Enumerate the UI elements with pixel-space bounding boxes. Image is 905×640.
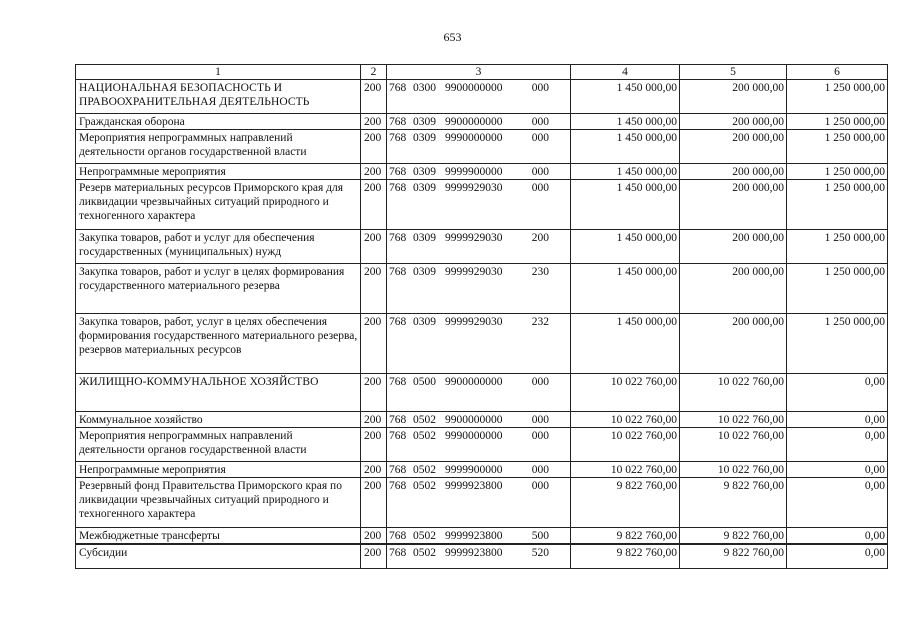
table-row [76, 528, 888, 545]
row-name: Закупка товаров, работ и услуг в целях формирования государственного материального резерва [76, 264, 361, 314]
row-value-5: 200 000,00 [680, 264, 787, 314]
code-section: 0502 [413, 430, 436, 442]
code-type: 000 [531, 376, 549, 388]
code-type: 000 [531, 116, 549, 128]
row-chapter: 200 [361, 428, 387, 462]
header-col-1: 1 [76, 65, 361, 80]
code-dept: 768 [389, 132, 407, 144]
code-section: 0309 [413, 132, 436, 144]
row-value-4: 10 022 760,00 [571, 374, 680, 412]
row-value-5: 9 822 760,00 [680, 544, 787, 568]
code-type: 000 [531, 480, 549, 492]
row-name: Мероприятия непрограммных направлений деятельности органов государственной власти [76, 428, 361, 462]
table-row [76, 314, 888, 374]
table-row [76, 80, 888, 114]
table-row [76, 412, 888, 428]
table-row [76, 478, 888, 528]
row-name: Закупка товаров, работ и услуг для обеспечения государственных (муниципальных) нужд [76, 230, 361, 264]
code-type: 232 [531, 316, 549, 328]
code-section: 0300 [413, 82, 436, 94]
header-col-6: 6 [787, 65, 888, 80]
row-chapter: 200 [361, 114, 387, 130]
code-article: 9900000000 [445, 414, 503, 426]
code-dept: 768 [389, 414, 407, 426]
code-section: 0309 [413, 166, 436, 178]
row-code [387, 544, 571, 568]
row-code [387, 528, 571, 545]
code-article: 9999929030 [445, 232, 503, 244]
code-type: 520 [531, 547, 549, 559]
row-code [387, 314, 571, 374]
row-code [387, 130, 571, 164]
code-dept: 768 [389, 116, 407, 128]
code-dept: 768 [389, 82, 407, 94]
code-dept: 768 [389, 266, 407, 278]
row-value-6: 1 250 000,00 [787, 114, 888, 130]
row-chapter: 200 [361, 130, 387, 164]
code-dept: 768 [389, 530, 407, 542]
row-code [387, 80, 571, 114]
row-value-4: 1 450 000,00 [571, 230, 680, 264]
code-dept: 768 [389, 480, 407, 492]
code-type: 200 [531, 232, 549, 244]
code-article: 9999923800 [445, 547, 503, 559]
row-name: Межбюджетные трансферты [76, 528, 361, 545]
code-article: 9999900000 [445, 166, 503, 178]
table-row [76, 428, 888, 462]
row-name: Субсидии [76, 544, 361, 568]
row-name: НАЦИОНАЛЬНАЯ БЕЗОПАСНОСТЬ И ПРАВООХРАНИТЕЛЬНАЯ ДЕЯТЕЛЬНОСТЬ [76, 80, 361, 114]
row-value-6: 0,00 [787, 544, 888, 568]
row-value-5: 200 000,00 [680, 230, 787, 264]
code-section: 0502 [413, 464, 436, 476]
row-code [387, 374, 571, 412]
row-value-4: 1 450 000,00 [571, 264, 680, 314]
row-value-4: 1 450 000,00 [571, 164, 680, 180]
row-value-4: 9 822 760,00 [571, 544, 680, 568]
code-article: 9900000000 [445, 116, 503, 128]
row-chapter: 200 [361, 528, 387, 545]
row-value-5: 200 000,00 [680, 114, 787, 130]
row-chapter: 200 [361, 314, 387, 374]
row-value-5: 10 022 760,00 [680, 412, 787, 428]
row-value-6: 0,00 [787, 374, 888, 412]
code-article: 9999923800 [445, 530, 503, 542]
row-value-6: 1 250 000,00 [787, 164, 888, 180]
code-type: 000 [531, 182, 549, 194]
row-value-5: 10 022 760,00 [680, 374, 787, 412]
code-section: 0502 [413, 480, 436, 492]
code-article: 9990000000 [445, 132, 503, 144]
row-chapter: 200 [361, 544, 387, 568]
row-chapter: 200 [361, 478, 387, 528]
code-type: 000 [531, 414, 549, 426]
table-row [76, 544, 888, 568]
row-value-6: 1 250 000,00 [787, 230, 888, 264]
row-chapter: 200 [361, 412, 387, 428]
row-code [387, 478, 571, 528]
row-value-5: 9 822 760,00 [680, 478, 787, 528]
row-value-4: 1 450 000,00 [571, 314, 680, 374]
code-dept: 768 [389, 166, 407, 178]
row-value-4: 1 450 000,00 [571, 80, 680, 114]
code-section: 0309 [413, 182, 436, 194]
budget-table [75, 64, 888, 569]
row-name: Резервный фонд Правительства Приморского края по ликвидации чрезвычайных ситуаций природного и техногенного характера [76, 478, 361, 528]
row-value-4: 10 022 760,00 [571, 462, 680, 478]
row-code [387, 230, 571, 264]
row-code [387, 462, 571, 478]
table-row [76, 264, 888, 314]
table-row [76, 230, 888, 264]
code-dept: 768 [389, 464, 407, 476]
header-col-4: 4 [571, 65, 680, 80]
code-section: 0309 [413, 266, 436, 278]
code-dept: 768 [389, 232, 407, 244]
row-name: Непрограммные мероприятия [76, 164, 361, 180]
row-value-6: 0,00 [787, 428, 888, 462]
row-chapter: 200 [361, 164, 387, 180]
code-dept: 768 [389, 316, 407, 328]
row-value-5: 200 000,00 [680, 130, 787, 164]
header-row [76, 65, 888, 80]
row-chapter: 200 [361, 264, 387, 314]
code-type: 000 [531, 82, 549, 94]
row-code [387, 114, 571, 130]
code-type: 000 [531, 132, 549, 144]
code-section: 0500 [413, 376, 436, 388]
code-article: 9999929030 [445, 266, 503, 278]
code-type: 000 [531, 166, 549, 178]
row-value-6: 0,00 [787, 462, 888, 478]
code-article: 9999929030 [445, 316, 503, 328]
row-value-6: 0,00 [787, 528, 888, 545]
table-row [76, 130, 888, 164]
code-dept: 768 [389, 547, 407, 559]
row-name: Мероприятия непрограммных направлений деятельности органов государственной власти [76, 130, 361, 164]
row-value-6: 1 250 000,00 [787, 80, 888, 114]
row-value-5: 200 000,00 [680, 80, 787, 114]
row-chapter: 200 [361, 80, 387, 114]
row-value-6: 1 250 000,00 [787, 264, 888, 314]
row-value-6: 0,00 [787, 412, 888, 428]
header-col-5: 5 [680, 65, 787, 80]
code-type: 500 [531, 530, 549, 542]
code-type: 230 [531, 266, 549, 278]
row-chapter: 200 [361, 374, 387, 412]
code-type: 000 [531, 464, 549, 476]
row-value-5: 200 000,00 [680, 314, 787, 374]
row-value-5: 9 822 760,00 [680, 528, 787, 545]
code-article: 9999900000 [445, 464, 503, 476]
row-name: Непрограммные мероприятия [76, 462, 361, 478]
row-chapter: 200 [361, 462, 387, 478]
header-col-3: 3 [387, 65, 571, 80]
row-code [387, 180, 571, 230]
row-value-4: 10 022 760,00 [571, 412, 680, 428]
code-dept: 768 [389, 430, 407, 442]
row-name: Гражданская оборона [76, 114, 361, 130]
row-value-6: 1 250 000,00 [787, 314, 888, 374]
code-article: 9990000000 [445, 430, 503, 442]
row-value-5: 200 000,00 [680, 164, 787, 180]
code-section: 0309 [413, 116, 436, 128]
row-name: Коммунальное хозяйство [76, 412, 361, 428]
row-value-5: 200 000,00 [680, 180, 787, 230]
row-code [387, 164, 571, 180]
row-value-4: 9 822 760,00 [571, 478, 680, 528]
row-code [387, 428, 571, 462]
code-section: 0309 [413, 232, 436, 244]
row-value-4: 1 450 000,00 [571, 180, 680, 230]
code-section: 0502 [413, 530, 436, 542]
code-article: 9999929030 [445, 182, 503, 194]
page-number: 653 [443, 30, 462, 44]
row-code [387, 412, 571, 428]
code-type: 000 [531, 430, 549, 442]
table-row [76, 164, 888, 180]
row-value-4: 1 450 000,00 [571, 114, 680, 130]
code-section: 0502 [413, 414, 436, 426]
row-value-4: 1 450 000,00 [571, 130, 680, 164]
row-name: ЖИЛИЩНО-КОММУНАЛЬНОЕ ХОЗЯЙСТВО [76, 374, 361, 412]
table-row [76, 114, 888, 130]
row-chapter: 200 [361, 180, 387, 230]
table-row [76, 374, 888, 412]
row-value-4: 9 822 760,00 [571, 528, 680, 545]
code-dept: 768 [389, 376, 407, 388]
row-value-6: 0,00 [787, 478, 888, 528]
header-col-2: 2 [361, 65, 387, 80]
code-section: 0309 [413, 316, 436, 328]
row-value-5: 10 022 760,00 [680, 428, 787, 462]
row-chapter: 200 [361, 230, 387, 264]
row-name: Закупка товаров, работ, услуг в целях обеспечения формирования государственного материального резерва, резервов материальных ресурсов [76, 314, 361, 374]
code-section: 0502 [413, 547, 436, 559]
row-value-4: 10 022 760,00 [571, 428, 680, 462]
row-name: Резерв материальных ресурсов Приморского края для ликвидации чрезвычайных ситуаций природного и техногенного характера [76, 180, 361, 230]
row-value-6: 1 250 000,00 [787, 130, 888, 164]
table-row [76, 180, 888, 230]
code-dept: 768 [389, 182, 407, 194]
table-row [76, 462, 888, 478]
row-value-6: 1 250 000,00 [787, 180, 888, 230]
row-code [387, 264, 571, 314]
code-article: 9900000000 [445, 82, 503, 94]
code-article: 9900000000 [445, 376, 503, 388]
row-value-5: 10 022 760,00 [680, 462, 787, 478]
code-article: 9999923800 [445, 480, 503, 492]
